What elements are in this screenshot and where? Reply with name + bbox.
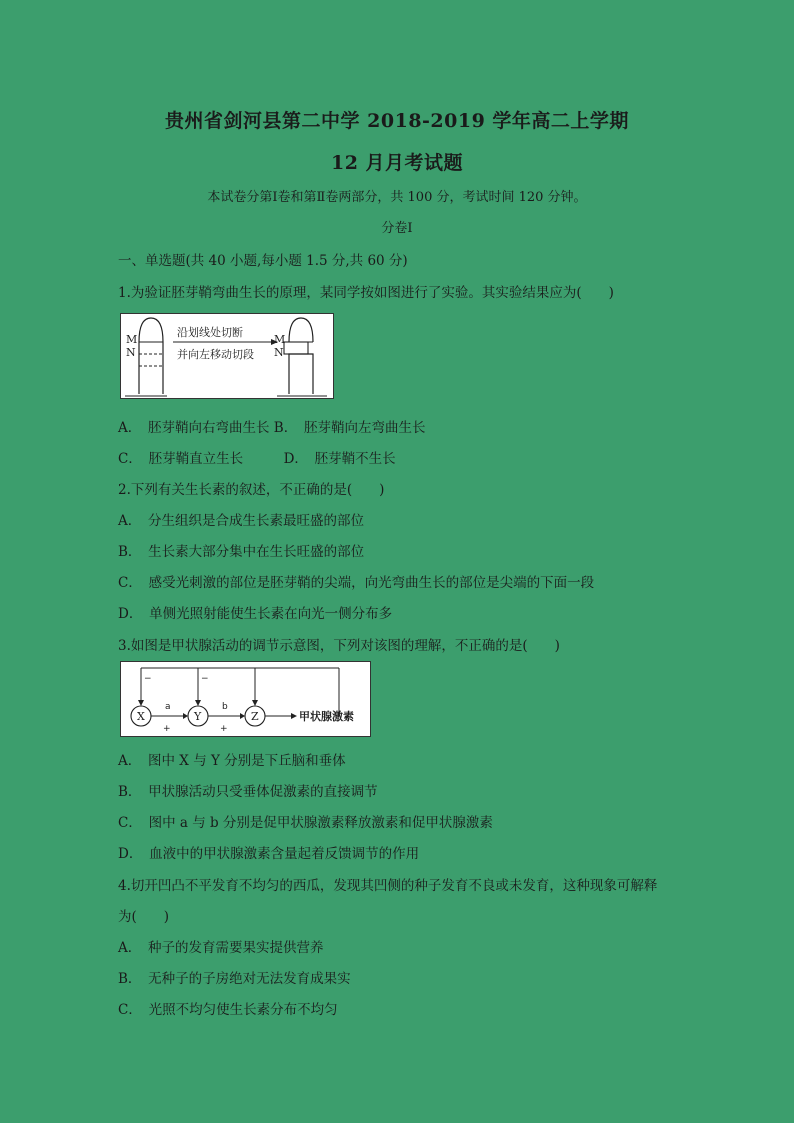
arrow-label-bottom: 并向左移动切段 xyxy=(177,348,254,361)
q3-figure xyxy=(120,661,371,737)
plus-sign-1: + xyxy=(163,724,171,734)
q1-options-row2: C． 胚芽鞘直立生长 D． 胚芽鞘不生长 xyxy=(118,451,396,467)
arrowhead-z-to-output xyxy=(291,713,297,719)
arrowhead-y-to-z xyxy=(240,713,245,719)
q1-stem: 1.为验证胚芽鞘弯曲生长的原理，某同学按如图进行了实验。其实验结果应为( ) xyxy=(118,285,614,301)
q1-figure xyxy=(120,313,334,399)
label-n-right: N xyxy=(274,346,284,359)
exam-title-line2: 12 月月考试题 xyxy=(330,152,464,174)
coleoptile-diagram xyxy=(121,314,333,398)
plus-sign-2: + xyxy=(220,724,228,734)
q2-stem: 2.下列有关生长素的叙述，不正确的是( ) xyxy=(118,482,385,498)
part-heading: 一、单选题(共 40 小题,每小题 1.5 分,共 60 分) xyxy=(118,253,408,269)
label-a: a xyxy=(165,702,171,712)
label-b: b xyxy=(222,702,228,712)
exam-title-line1: 贵州省剑河县第二中学 2018-2019 学年高二上学期 xyxy=(165,110,629,132)
node-y-label: Y xyxy=(194,710,202,723)
right-tip-shape xyxy=(289,318,313,342)
node-z-label: Z xyxy=(251,710,259,723)
arrowhead-to-x xyxy=(138,700,144,706)
section-label: 分卷Ⅰ xyxy=(381,221,413,236)
node-x-label: X xyxy=(137,710,145,723)
right-base-shape xyxy=(289,354,313,394)
q2-option-a: A． 分生组织是合成生长素最旺盛的部位 xyxy=(118,513,364,529)
label-m: M xyxy=(126,333,138,346)
minus-sign-1: − xyxy=(144,674,152,684)
q3-option-c: C． 图中 a 与 b 分别是促甲状腺激素释放激素和促甲状腺激素 xyxy=(118,815,493,831)
thyroid-regulation-diagram xyxy=(121,662,370,736)
label-n: N xyxy=(126,346,136,359)
arrow-label-top: 沿划线处切断 xyxy=(177,326,243,339)
q2-option-c: C． 感受光刺激的部位是胚芽鞘的尖端，向光弯曲生长的部位是尖端的下面一段 xyxy=(118,575,595,591)
q4-option-c: C． 光照不均匀使生长素分布不均匀 xyxy=(118,1002,338,1018)
q3-option-b: B． 甲状腺活动只受垂体促激素的直接调节 xyxy=(118,784,378,800)
q4-stem-line2: 为( ) xyxy=(118,909,170,925)
exam-intro: 本试卷分第Ⅰ卷和第Ⅱ卷两部分，共 100 分，考试时间 120 分钟。 xyxy=(207,190,587,205)
output-label: 甲状腺激素 xyxy=(299,710,354,723)
label-m-right: M xyxy=(274,333,286,346)
q2-option-b: B． 生长素大部分集中在生长旺盛的部位 xyxy=(118,544,365,560)
q3-option-d: D． 血液中的甲状腺激素含量起着反馈调节的作用 xyxy=(118,846,420,862)
arrowhead-to-y xyxy=(195,700,201,706)
q4-option-a: A． 种子的发育需要果实提供营养 xyxy=(118,940,324,956)
q2-option-d: D． 单侧光照射能使生长素在向光一侧分布多 xyxy=(118,606,393,622)
q3-stem: 3.如图是甲状腺活动的调节示意图，下列对该图的理解，不正确的是( ) xyxy=(118,638,560,654)
arrowhead-to-z xyxy=(252,700,258,706)
shifted-segment xyxy=(284,342,308,354)
left-coleoptile-shape xyxy=(139,318,163,394)
minus-sign-2: − xyxy=(201,674,209,684)
q3-option-a: A． 图中 X 与 Y 分别是下丘脑和垂体 xyxy=(118,753,346,769)
arrowhead-x-to-y xyxy=(183,713,188,719)
q4-option-b: B． 无种子的子房绝对无法发育成果实 xyxy=(118,971,351,987)
q4-stem-line1: 4.切开凹凸不平发育不均匀的西瓜，发现其凹侧的种子发育不良或未发育，这种现象可解释 xyxy=(118,878,658,894)
q1-options-row1: A． 胚芽鞘向右弯曲生长 B． 胚芽鞘向左弯曲生长 xyxy=(118,420,426,436)
